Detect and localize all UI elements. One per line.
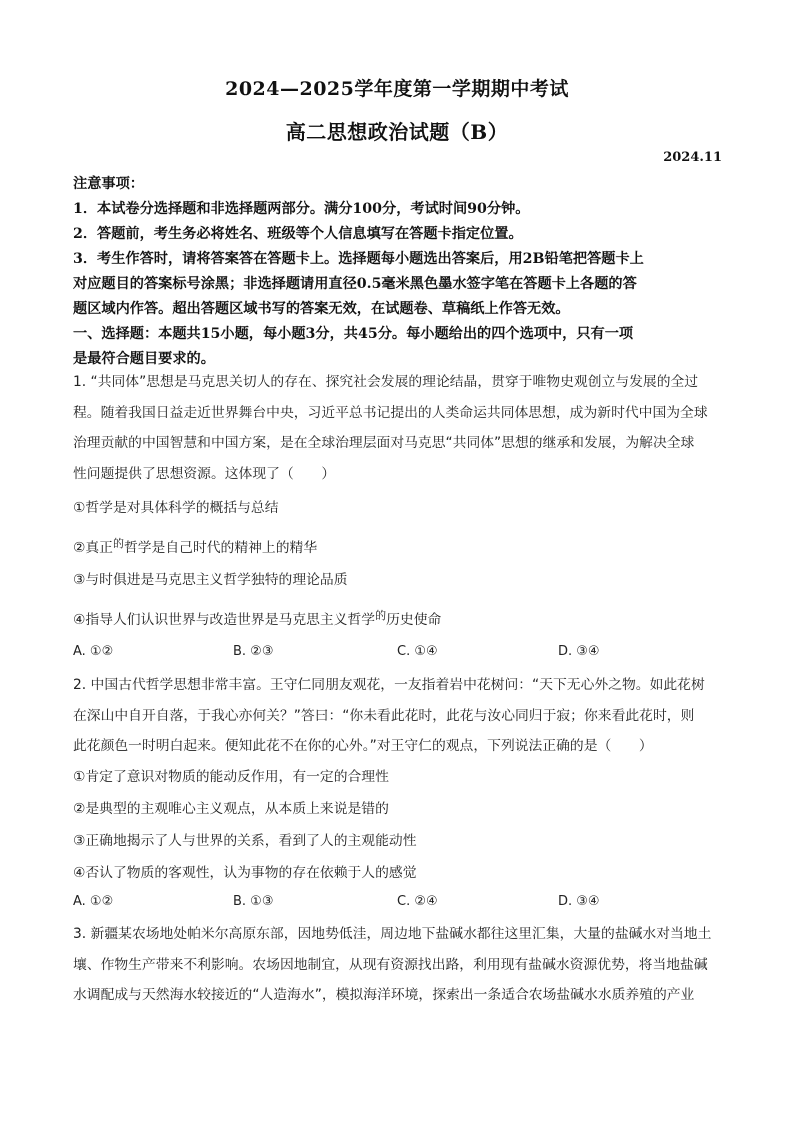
question-2-option-2 xyxy=(73,799,723,819)
exam-title: 2024—2025学年度第一学期期中考试 xyxy=(225,78,569,100)
option-text-part: ②真正 xyxy=(73,540,113,556)
choice-d[interactable]: D. ③④ xyxy=(558,644,600,659)
question-stem: 壤、作物生产带来不利影响。农场因地制宜，从现有资源找出路，利用现有盐碱水资源优势，将当地盐碱 xyxy=(73,956,708,973)
choice-c[interactable]: C. ①④ xyxy=(397,644,438,659)
option-text xyxy=(73,606,723,630)
instruction-item: 3．考生作答时，请将答案答在答题卡上。选择题每小题选出答案后，用2B铅笔把答题卡上 xyxy=(73,251,644,267)
question-stem: 程。随着我国日益走近世界舞台中央，习近平总书记提出的人类命运共同体思想，成为新时代中国为全球 xyxy=(73,404,708,421)
question-stem: 性问题提供了思想资源。这体现了（ ） xyxy=(73,465,336,482)
question-1-option-4 xyxy=(73,606,723,630)
option-text: ③正确地揭示了人与世界的关系，看到了人的主观能动性 xyxy=(73,833,417,849)
option-text: ③与时俱进是马克思主义哲学独特的理论品质 xyxy=(73,572,348,588)
option-superscript: 的 xyxy=(375,609,387,622)
option-superscript: 的 xyxy=(112,537,124,550)
question-1-option-1 xyxy=(73,498,723,518)
section-heading: 一、选择题：本题共15小题，每小题3分，共45分。每小题给出的四个选项中，只有一项 xyxy=(73,326,634,342)
option-text: ①哲学是对具体科学的概括与总结 xyxy=(73,500,279,516)
choice-a[interactable]: A. ①② xyxy=(73,644,114,659)
question-2-option-4 xyxy=(73,863,723,883)
option-text-part: 哲学是自己时代的精神上的精华 xyxy=(123,540,318,556)
question-stem: 1. “共同体”思想是马克思关切人的存在、探究社会发展的理论结晶，贯穿于唯物史观创立与发展的全过 xyxy=(73,374,699,390)
choice-c[interactable]: C. ②④ xyxy=(397,894,438,909)
question-stem: 治理贡献的中国智慧和中国方案，是在全球治理层面对马克思“共同体”思想的继承和发展，为解决全球 xyxy=(73,435,695,451)
question-2 xyxy=(73,670,723,762)
question-stem: 在深山中自开自落，于我心亦何关？”答曰：“你未看此花时，此花与汝心同归于寂；你来看此花时，则 xyxy=(73,707,695,724)
option-text: ④否认了物质的客观性，认为事物的存在依赖于人的感觉 xyxy=(73,865,417,881)
question-stem: 此花颜色一时明白起来。便知此花不在你的心外。”对王守仁的观点，下列说法正确的是（ ） xyxy=(73,738,653,754)
question-stem: 2. 中国古代哲学思想非常丰富。王守仁同朋友观花，一友指着岩中花树问：“天下无心外之物。如此花树 xyxy=(73,677,705,693)
instructions-heading: 注意事项： xyxy=(73,176,144,192)
question-1 xyxy=(73,367,723,489)
instructions xyxy=(73,172,723,372)
instruction-item: 题区域内作答。超出答题区域书写的答案无效，在试题卷、草稿纸上作答无效。 xyxy=(73,301,570,317)
option-text-part: 历史使命 xyxy=(386,612,442,628)
exam-subtitle: 高二思想政治试题（B） xyxy=(285,120,509,144)
question-stem: 3. 新疆某农场地处帕米尔高原东部，因地势低洼，周边地下盐碱水都往这里汇集，大量的盐碱水对当地土 xyxy=(73,926,712,942)
question-3 xyxy=(73,919,723,1011)
choice-d[interactable]: D. ③④ xyxy=(558,894,600,909)
question-2-option-1 xyxy=(73,767,723,787)
question-stem: 水调配成与天然海水较接近的“人造海水”，模拟海洋环境，探索出一条适合农场盐碱水水质养殖的产业 xyxy=(73,987,695,1003)
option-text-part: ④指导人们认识世界与改造世界是马克思主义哲学 xyxy=(73,612,376,628)
instruction-item: 2．答题前，考生务必将姓名、班级等个人信息填写在答题卡指定位置。 xyxy=(73,226,523,242)
instruction-item: 1．本试卷分选择题和非选择题两部分。满分100分，考试时间90分钟。 xyxy=(73,201,530,217)
instruction-item: 对应题目的答案标号涂黑；非选择题请用直径0.5毫米黑色墨水签字笔在答题卡上各题的答 xyxy=(73,276,637,292)
choice-b[interactable]: B. ②③ xyxy=(233,644,274,659)
question-1-option-3 xyxy=(73,570,723,590)
choice-b[interactable]: B. ①③ xyxy=(233,894,274,909)
section-heading: 是最符合题目要求的。 xyxy=(73,351,215,367)
question-2-option-3 xyxy=(73,831,723,851)
option-text xyxy=(73,534,723,558)
choice-a[interactable]: A. ①② xyxy=(73,894,114,909)
question-1-option-2 xyxy=(73,534,723,558)
exam-date: 2024.11 xyxy=(663,150,722,165)
option-text: ①肯定了意识对物质的能动反作用，有一定的合理性 xyxy=(73,769,389,785)
option-text: ②是典型的主观唯心主义观点，从本质上来说是错的 xyxy=(73,801,389,817)
